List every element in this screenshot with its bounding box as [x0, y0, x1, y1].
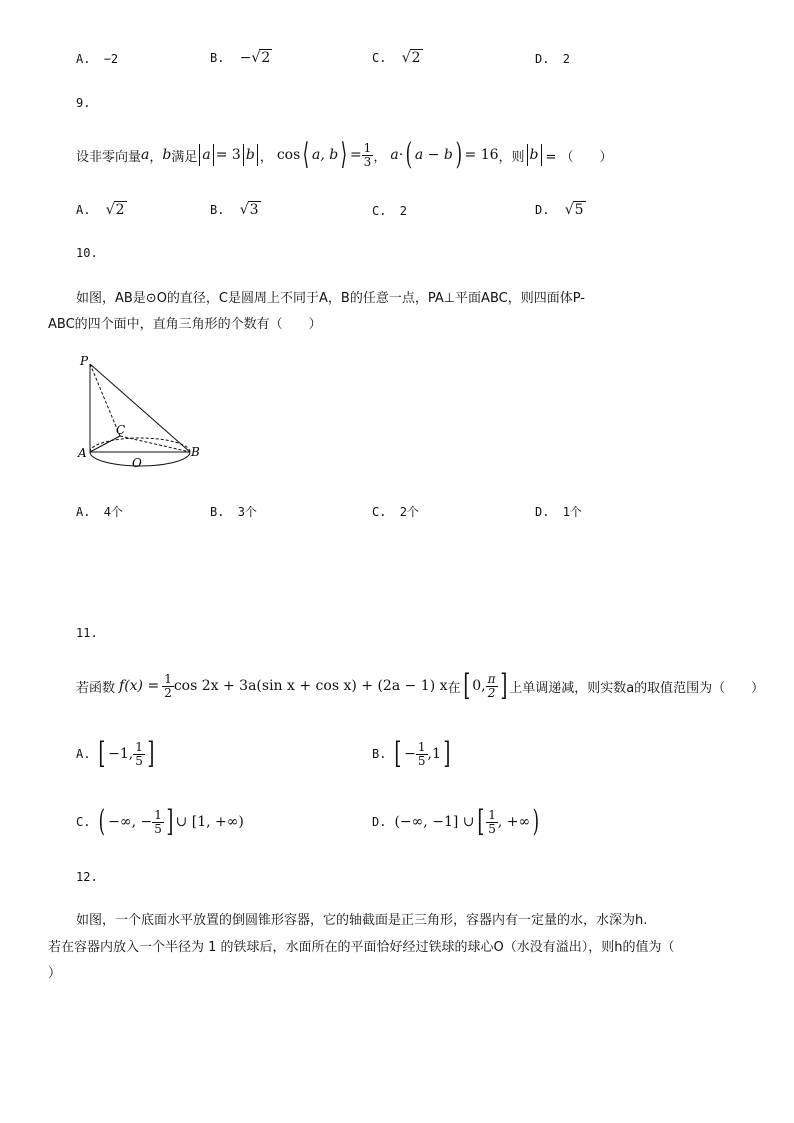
- sqrt-symbol: √2: [105, 202, 125, 218]
- interval-right: ∪ [1, +∞): [175, 814, 244, 830]
- numerator: 1: [363, 140, 372, 155]
- label-p: P: [80, 354, 89, 368]
- vector-b: b: [162, 147, 172, 163]
- minus-sign: −: [404, 746, 416, 762]
- fraction-pi-2: [486, 673, 498, 700]
- fraction: [486, 809, 498, 836]
- sqrt-symbol: √2: [251, 50, 271, 66]
- denominator: 5: [154, 821, 162, 836]
- paren-left: (: [99, 804, 106, 839]
- q9-option-d: [535, 202, 586, 218]
- cos-func: cos: [276, 147, 301, 163]
- sqrt-symbol: √5: [564, 202, 584, 218]
- option-label: B.: [210, 505, 225, 519]
- interval-left: (−∞, −1] ∪: [394, 814, 475, 830]
- option-value: 1个: [562, 505, 582, 519]
- vector-a: a: [390, 147, 399, 163]
- segment-cb: [120, 436, 190, 452]
- abs-bar: [541, 144, 542, 166]
- q11-stem: [76, 666, 764, 706]
- numerator: 1: [154, 807, 162, 822]
- fraction: [416, 741, 428, 768]
- option-label: C.: [372, 505, 387, 519]
- q11-pre: 若函数: [76, 680, 116, 696]
- paren-inner: a − b: [414, 147, 453, 163]
- vector-b: b: [245, 147, 255, 163]
- q9-text-mid: 满足: [171, 149, 198, 165]
- q10-option-a: [76, 503, 123, 520]
- denominator: 3: [363, 154, 372, 169]
- radicand: 5: [574, 202, 584, 218]
- q11-option-b: [372, 734, 453, 774]
- label-a: A: [78, 446, 87, 460]
- fraction: [152, 809, 164, 836]
- denominator: 2: [164, 685, 172, 700]
- q11-option-a: [76, 734, 157, 774]
- option-label: A.: [76, 203, 91, 217]
- q12-line2: 若在容器内放入一个半径为 1 的铁球后，水面所在的平面恰好经过铁球的球心O（水没有溢出），则h的值为（: [48, 940, 675, 955]
- label-o: O: [132, 456, 142, 470]
- bracket-left: [: [476, 804, 484, 839]
- interval-left: 0,: [472, 678, 486, 694]
- option-value: 4个: [103, 505, 123, 519]
- denominator: 5: [417, 753, 426, 768]
- q12-number: 12.: [76, 870, 98, 884]
- option-label: D.: [535, 203, 550, 217]
- option-label: D.: [535, 505, 550, 519]
- q9-number: 9.: [76, 96, 91, 110]
- paren-left: (: [405, 137, 413, 172]
- q8-option-d: [535, 52, 570, 66]
- eq-sign: =: [349, 147, 362, 163]
- option-label: A.: [76, 52, 91, 66]
- q9-option-b: [210, 202, 261, 218]
- abs-bar: [199, 144, 200, 166]
- eq-rhs: = 16: [464, 147, 499, 163]
- vector-a: a: [202, 147, 211, 163]
- q10-number: 10.: [76, 246, 98, 260]
- option-label: C.: [76, 815, 91, 829]
- option-value: 2: [562, 52, 570, 66]
- bracket-right: ]: [147, 736, 155, 771]
- q11-post: 上单调递减，则实数a的取值范围为（ ）: [509, 680, 765, 696]
- q12-line3: ）: [48, 966, 62, 981]
- denominator: 2: [487, 685, 496, 700]
- func-fx: f(x) =: [119, 678, 160, 694]
- radicand: 2: [115, 202, 125, 218]
- option-label: C.: [372, 51, 387, 65]
- punct: ，则: [498, 149, 525, 165]
- q11-option-c: [76, 802, 244, 842]
- option-label: C.: [372, 204, 387, 218]
- q9-ask: = （ ）: [545, 149, 613, 165]
- q8-option-c: [372, 50, 423, 66]
- q9-option-c: [372, 204, 407, 218]
- label-b: B: [191, 445, 200, 459]
- sqrt-symbol: √3: [239, 202, 259, 218]
- q10-line1: 如图，AB是⊙O的直径，C是圆周上不同于A，B的任意一点，PA⊥平面ABC，则四面体P-: [76, 291, 585, 306]
- abs-bar: [213, 144, 214, 166]
- q9-stem: [76, 138, 613, 172]
- abs-bar: [257, 144, 258, 166]
- option-value: 2: [399, 204, 407, 218]
- option-label: A.: [76, 747, 91, 761]
- paren-right: ): [532, 804, 540, 839]
- bracket-left: [: [98, 736, 106, 771]
- numerator: π: [487, 671, 496, 686]
- punct: ，: [373, 149, 387, 165]
- option-label: A.: [76, 505, 91, 519]
- bracket-right: ]: [499, 668, 507, 703]
- numerator: 1: [417, 739, 426, 754]
- option-label: B.: [210, 203, 225, 217]
- q11-on: 在: [447, 680, 461, 696]
- func-expr: cos 2x + 3a(sin x + cos x) + (2a − 1) x: [173, 678, 448, 694]
- option-value: −2: [103, 52, 119, 66]
- radicand: 3: [249, 202, 259, 218]
- option-value: 2个: [399, 505, 419, 519]
- angle-bracket-right: ⟩: [340, 137, 348, 172]
- label-c: C: [116, 423, 126, 437]
- q10-option-d: [535, 503, 582, 520]
- segment-ac: [90, 436, 120, 452]
- q8-option-b: [210, 50, 272, 66]
- radicand: 2: [261, 50, 271, 66]
- q10-option-b: [210, 503, 257, 520]
- sqrt-symbol: √2: [401, 50, 421, 66]
- radicand: 2: [411, 50, 421, 66]
- q9-option-a: [76, 202, 127, 218]
- segment-pb: [90, 364, 190, 452]
- option-label: B.: [210, 51, 225, 65]
- numerator: 1: [135, 739, 143, 754]
- bracket-right: ]: [166, 804, 174, 839]
- q9-text-pre: 设非零向量: [76, 149, 142, 165]
- numerator: 1: [488, 807, 496, 822]
- interval-right: ,1: [427, 746, 441, 762]
- vector-b: b: [529, 147, 539, 163]
- q10-figure: [70, 350, 210, 475]
- angle-bracket-left: ⟨: [302, 137, 310, 172]
- q11-number: 11.: [76, 626, 98, 640]
- option-value: 3个: [237, 505, 257, 519]
- q11-option-d: [372, 802, 542, 842]
- bracket-right: ]: [443, 736, 451, 771]
- dot-op: ·: [398, 147, 404, 163]
- bracket-left: [: [394, 736, 402, 771]
- interval-right: , +∞: [497, 814, 531, 830]
- fraction: [133, 741, 145, 768]
- bracket-left: [: [462, 668, 470, 703]
- q8-option-a: [76, 52, 118, 66]
- option-label: D.: [372, 815, 387, 829]
- minus-sign: −: [239, 50, 252, 66]
- abs-bar: [527, 144, 528, 166]
- vector-a: a: [141, 147, 150, 163]
- abs-bar: [243, 144, 244, 166]
- punct: ，: [149, 149, 163, 165]
- interval-left: −1,: [108, 746, 134, 762]
- interval-left: −∞, −: [108, 814, 153, 830]
- option-label: D.: [535, 52, 550, 66]
- punct: ，: [259, 149, 273, 165]
- denominator: 5: [135, 753, 143, 768]
- q10-line2: ABC的四个面中，直角三角形的个数有（ ）: [48, 317, 322, 332]
- numerator: 1: [164, 671, 172, 686]
- angle-inner: a, b: [312, 147, 339, 163]
- eq-rhs: = 3: [215, 147, 241, 163]
- denominator: 5: [488, 821, 496, 836]
- q12-line1: 如图，一个底面水平放置的倒圆锥形容器，它的轴截面是正三角形，容器内有一定量的水，水深为h.: [76, 913, 648, 928]
- fraction: [362, 142, 374, 169]
- option-label: B.: [372, 747, 387, 761]
- fraction-half: [162, 673, 174, 700]
- paren-right: ): [455, 137, 462, 172]
- q10-option-c: [372, 503, 419, 520]
